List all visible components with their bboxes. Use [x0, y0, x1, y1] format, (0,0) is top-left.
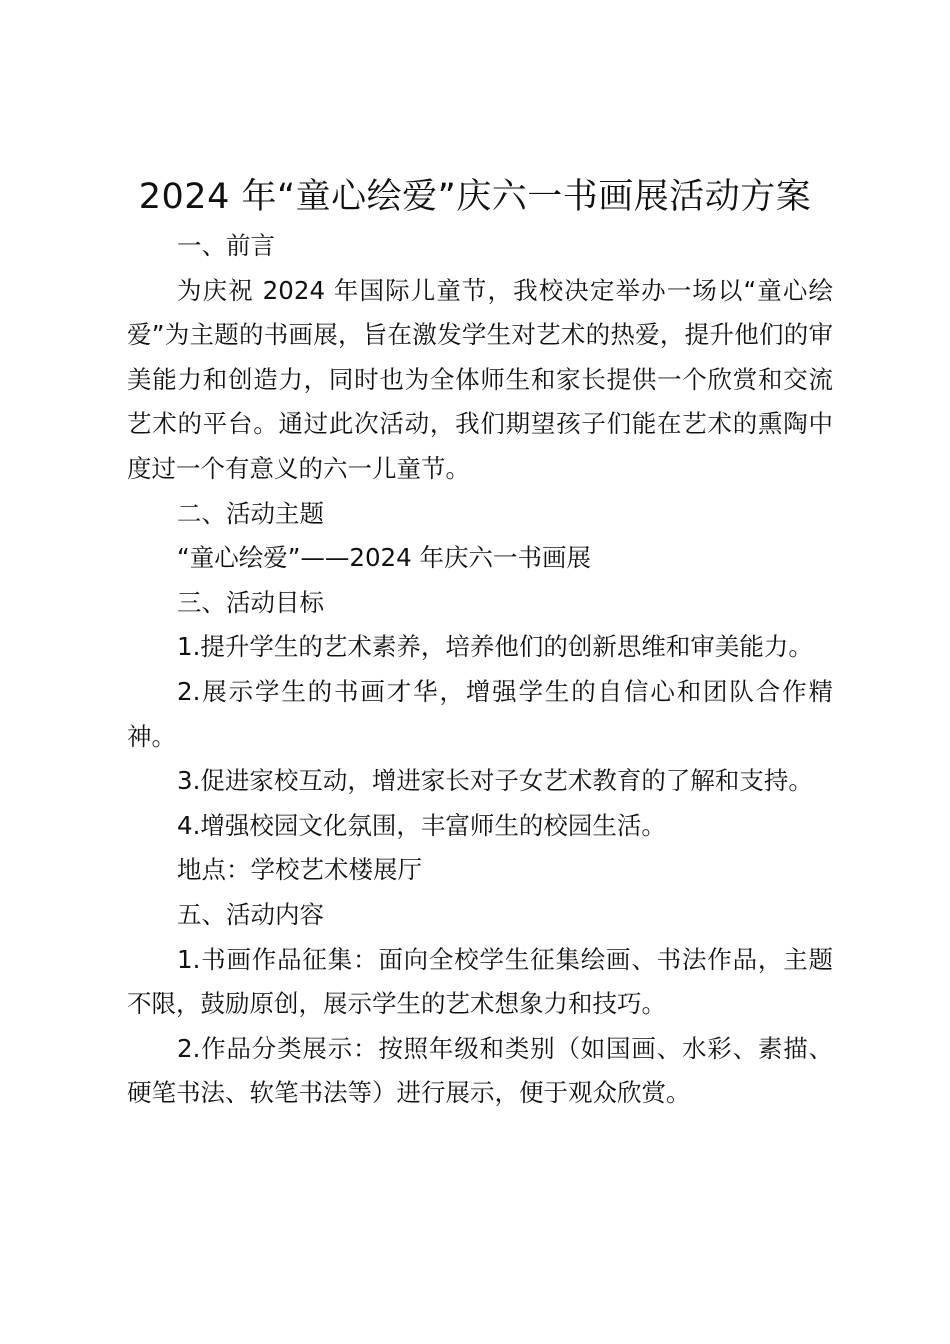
section-heading-preface: 一、前言 — [177, 231, 275, 260]
theme-paragraph: “童心绘爱”——2024 年庆六一书画展 — [177, 543, 592, 573]
location-line: 地点：学校艺术楼展厅 — [177, 855, 422, 885]
preface-paragraph: 为庆祝 2024 年国际儿童节，我校决定举办一场以“童心绘爱”为主题的书画展，旨在激发学生对艺术的热爱，提升他们的审美能力和创造力，同时也为全体师生和家长提供一个欣赏和交流艺术的平台。通过此次活动，我们期望孩子们能在艺术的熏陶中度过一个有意义的六一儿童节。 — [127, 275, 833, 483]
goal-item-4: 4.增强校园文化氛围，丰富师生的校园生活。 — [177, 810, 666, 840]
section-heading-content: 五、活动内容 — [177, 899, 324, 929]
content-item-1: 1.书画作品征集：面向全校学生征集绘画、书法作品，主题不限，鼓励原创，展示学生的艺术想象力和技巧。 — [127, 944, 833, 1019]
document-body — [127, 224, 833, 1116]
document-title: 2024 年“童心绘爱”庆六一书画展活动方案 — [138, 177, 812, 217]
content-item-2: 2.作品分类展示：按照年级和类别（如国画、水彩、素描、硬笔书法、软笔书法等）进行展示，便于观众欣赏。 — [127, 1033, 833, 1108]
goal-item-1: 1.提升学生的艺术素养，培养他们的创新思维和审美能力。 — [177, 632, 813, 662]
goal-item-3: 3.促进家校互动，增进家长对子女艺术教育的了解和支持。 — [177, 766, 813, 796]
section-heading-goals: 三、活动目标 — [177, 587, 324, 617]
section-heading-theme: 二、活动主题 — [177, 498, 324, 528]
goal-item-2: 2.展示学生的书画才华，增强学生的自信心和团队合作精神。 — [127, 676, 833, 751]
